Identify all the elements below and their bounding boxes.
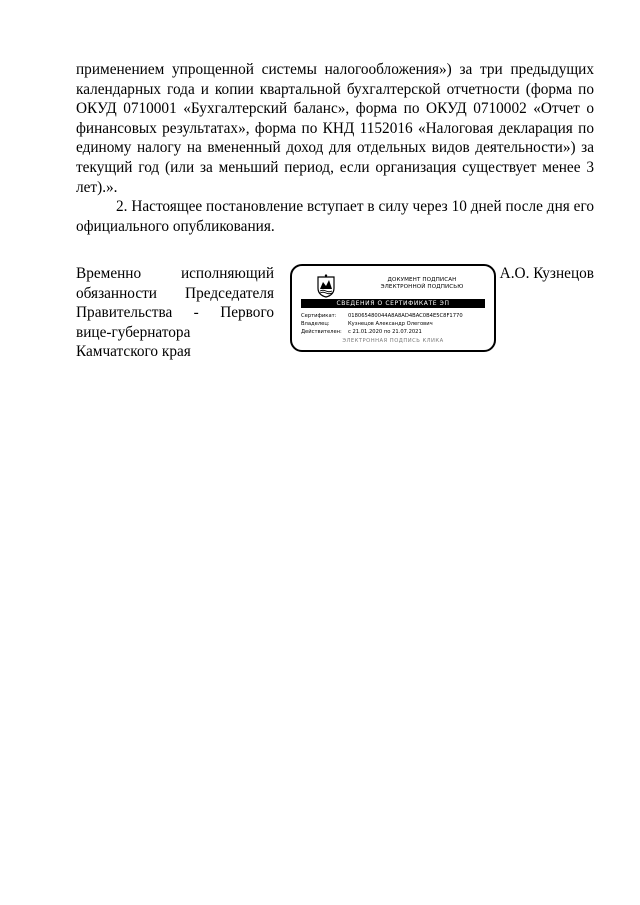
signer-title: Временно исполняющий обязанности Председателя Правительства - Первого вице-губернатора Камчатского края bbox=[76, 265, 274, 361]
owner-value: Кузнецов Александр Олегович bbox=[348, 321, 433, 327]
signer-name: А.О. Кузнецов bbox=[499, 265, 594, 282]
stamp-certificate-bar: СВЕДЕНИЯ О СЕРТИФИКАТЕ ЭП bbox=[301, 299, 485, 308]
stamp-row-certificate bbox=[301, 312, 485, 320]
stamp-footer: ЭЛЕКТРОННАЯ ПОДПИСЬ КЛИКА bbox=[342, 338, 444, 344]
certificate-value: 018065480044A8A8AD4BAC0B4E5C8F1770 bbox=[348, 313, 463, 319]
signature-block bbox=[76, 264, 594, 364]
stamp-heading bbox=[352, 277, 492, 291]
document-body bbox=[76, 60, 594, 236]
stamp-row-validity bbox=[301, 328, 485, 336]
stamp-heading-line1: ДОКУМЕНТ ПОДПИСАН bbox=[387, 277, 457, 283]
electronic-signature-stamp bbox=[290, 264, 496, 352]
stamp-row-owner bbox=[301, 320, 485, 328]
paragraph-effective-date: 2. Настоящее постановление вступает в силу через 10 дней после дня его официального опубликования. bbox=[76, 198, 594, 235]
stamp-heading-line2: ЭЛЕКТРОННОЙ ПОДПИСЬЮ bbox=[380, 284, 464, 290]
kamchatka-emblem-icon bbox=[316, 274, 336, 298]
valid-label: Действителен: bbox=[301, 329, 342, 335]
paragraph-continuation: применением упрощенной системы налогообложения») за три предыдущих календарных года и копии квартальной бухгалтерской отчетности (форма по ОКУД 0710001 «Бухгалтерский баланс», форма по ОКУД 0710002 «Отчет о финансовых результатах», форма по КНД 1152016 «Налоговая декларация по единому налогу на вмененный доход для отдельных видов деятельности») за текущий год (или за меньший период, если организация существует менее 3 лет).». bbox=[76, 61, 594, 196]
owner-label: Владелец: bbox=[301, 321, 330, 327]
valid-value: с 21.01.2020 по 21.07.2021 bbox=[348, 329, 422, 335]
certificate-label: Сертификат: bbox=[301, 313, 337, 319]
stamp-details bbox=[301, 312, 485, 336]
